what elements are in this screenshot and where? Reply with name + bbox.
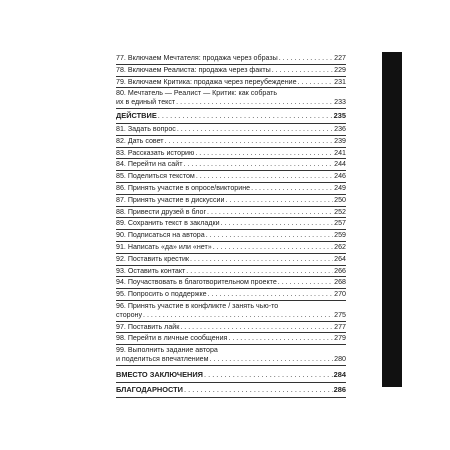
divider	[116, 217, 346, 218]
toc-entry-title: 94. Поучаствовать в благотворительном проекте	[116, 278, 277, 287]
leader-dots	[279, 54, 333, 63]
toc-entry-title: 81. Задать вопрос	[116, 124, 176, 133]
divider	[116, 108, 346, 109]
table-of-contents	[116, 54, 346, 399]
leader-dots	[210, 355, 334, 364]
divider	[116, 147, 346, 148]
toc-entry-title-line1: 96. Принять участие в конфликте / занять чью-то	[116, 301, 279, 310]
leader-dots	[221, 219, 334, 228]
toc-entry-title-line1: 99. Выполнить задание автора	[116, 346, 218, 355]
toc-entry-title: 85. Поделиться текстом	[116, 172, 195, 181]
toc-entry-title: 86. Принять участие в опросе/викторине	[116, 183, 251, 192]
divider	[116, 276, 346, 277]
toc-entry	[116, 323, 346, 332]
toc-entry-multiline	[116, 302, 346, 320]
leader-dots	[204, 370, 333, 380]
leader-dots	[158, 111, 333, 121]
toc-entry-page: 259	[334, 231, 346, 240]
divider	[116, 241, 346, 242]
leader-dots	[180, 323, 333, 332]
toc-entry-title-line2: их в единый текст	[116, 98, 176, 107]
toc-section-conclusion	[116, 370, 346, 380]
toc-entry	[116, 243, 346, 252]
toc-entry-page: 229	[334, 65, 346, 74]
section-page: 235	[333, 110, 346, 120]
divider	[116, 397, 346, 398]
leader-dots	[177, 125, 333, 134]
toc-entry-page: 280	[334, 354, 346, 363]
toc-entry-title: 77. Включаем Мечтателя: продажа через образы	[116, 54, 278, 62]
leader-dots	[184, 385, 333, 395]
leader-dots	[186, 267, 333, 276]
toc-entry	[116, 208, 346, 217]
toc-entry-title: 98. Перейти в личные сообщения	[116, 334, 228, 343]
leader-dots	[190, 255, 333, 264]
toc-entry	[116, 149, 346, 158]
section-page: 284	[333, 369, 346, 379]
divider	[116, 206, 346, 207]
toc-entry-title: 79. Включаем Критика: продажа через переубеждение	[116, 77, 297, 86]
toc-entry-page: 266	[334, 266, 346, 275]
toc-entry-title: 91. Написать «да» или «нет»	[116, 242, 212, 251]
toc-entry-page: 227	[334, 54, 346, 62]
leader-dots	[165, 137, 334, 146]
toc-entry	[116, 231, 346, 240]
leader-dots	[225, 196, 333, 205]
toc-entry	[116, 54, 346, 63]
divider	[116, 76, 346, 77]
toc-entry-page: 231	[334, 77, 346, 86]
leader-dots	[251, 184, 333, 193]
divider	[116, 87, 346, 88]
toc-entry	[116, 137, 346, 146]
divider	[116, 321, 346, 322]
leader-dots	[143, 311, 333, 320]
toc-entry-page: 262	[334, 242, 346, 251]
toc-entry-page: 252	[334, 207, 346, 216]
toc-entry	[116, 160, 346, 169]
divider	[116, 158, 346, 159]
divider	[116, 64, 346, 65]
toc-entry-multiline	[116, 346, 346, 364]
leader-dots	[196, 172, 333, 181]
toc-entry-multiline	[116, 89, 346, 107]
toc-entry-title: 93. Оставить контакт	[116, 266, 186, 275]
leader-dots	[208, 290, 334, 299]
toc-entry-page: 277	[334, 322, 346, 331]
toc-entry	[116, 267, 346, 276]
toc-entry-page: 268	[334, 278, 346, 287]
toc-entry-page: 249	[334, 183, 346, 192]
divider	[116, 194, 346, 195]
divider	[116, 332, 346, 333]
toc-entry-page: 244	[334, 160, 346, 169]
toc-entry-page: 241	[334, 148, 346, 157]
toc-entry-title: 89. Сохранить текст в закладки	[116, 219, 220, 228]
section-title: БЛАГОДАРНОСТИ	[116, 384, 183, 394]
divider	[116, 344, 346, 345]
toc-entry-page: 257	[334, 219, 346, 228]
leader-dots	[176, 98, 333, 107]
leader-dots	[195, 149, 333, 158]
toc-entry-title: 88. Привести друзей в блог	[116, 207, 207, 216]
toc-entry-page: 250	[334, 195, 346, 204]
toc-entry-page: 275	[334, 310, 346, 319]
leader-dots	[278, 278, 333, 287]
divider	[116, 288, 346, 289]
leader-dots	[183, 160, 333, 169]
divider	[116, 123, 346, 124]
leader-dots	[298, 78, 334, 87]
toc-entry	[116, 196, 346, 205]
toc-entry	[116, 219, 346, 228]
toc-section-thanks	[116, 385, 346, 395]
toc-entry-page: 246	[334, 172, 346, 181]
toc-entry-title: 84. Перейти на сайт	[116, 160, 183, 169]
divider	[116, 253, 346, 254]
toc-entry-title-line1: 80. Мечтатель — Реалист — Критик: как собрать	[116, 89, 278, 98]
divider	[116, 300, 346, 301]
toc-entry	[116, 66, 346, 75]
toc-entry	[116, 278, 346, 287]
toc-entry	[116, 255, 346, 264]
leader-dots	[206, 231, 333, 240]
divider	[116, 135, 346, 136]
chapter-tab-marker	[382, 52, 402, 387]
toc-entry	[116, 78, 346, 87]
toc-entry-title: 95. Попросить о поддержке	[116, 290, 207, 299]
toc-entry-title: 82. Дать совет	[116, 136, 164, 145]
toc-entry-page: 279	[334, 334, 346, 343]
leader-dots	[228, 334, 333, 343]
section-title: ВМЕСТО ЗАКЛЮЧЕНИЯ	[116, 369, 203, 379]
toc-entry-title: 78. Включаем Реалиста: продажа через факты	[116, 65, 271, 74]
toc-entry-page: 270	[334, 290, 346, 299]
leader-dots	[207, 208, 333, 217]
toc-entry-title: 97. Поставить лайк	[116, 322, 180, 331]
toc-entry	[116, 290, 346, 299]
toc-entry-page: 264	[334, 254, 346, 263]
toc-entry-page: 233	[334, 98, 346, 107]
toc-entry	[116, 334, 346, 343]
toc-entry-title-line2: сторону	[116, 310, 143, 319]
divider	[116, 365, 346, 366]
toc-entry	[116, 125, 346, 134]
divider	[116, 170, 346, 171]
section-page: 286	[333, 384, 346, 394]
toc-entry	[116, 184, 346, 193]
toc-entry	[116, 172, 346, 181]
toc-entry-title: 87. Принять участие в дискуссии	[116, 195, 225, 204]
leader-dots	[272, 66, 333, 75]
divider	[116, 382, 346, 383]
toc-entry-title: 92. Поставить крестик	[116, 254, 190, 263]
divider	[116, 182, 346, 183]
toc-entry-page: 239	[334, 136, 346, 145]
divider	[116, 229, 346, 230]
section-title: ДЕЙСТВИЕ	[116, 110, 157, 120]
toc-section-action	[116, 111, 346, 121]
toc-entry-title: 83. Рассказать историю	[116, 148, 195, 157]
leader-dots	[213, 243, 333, 252]
toc-entry-page: 236	[334, 124, 346, 133]
toc-entry-title-line2: и поделиться впечатлением	[116, 354, 209, 363]
divider	[116, 265, 346, 266]
toc-entry-title: 90. Подписаться на автора	[116, 231, 205, 240]
